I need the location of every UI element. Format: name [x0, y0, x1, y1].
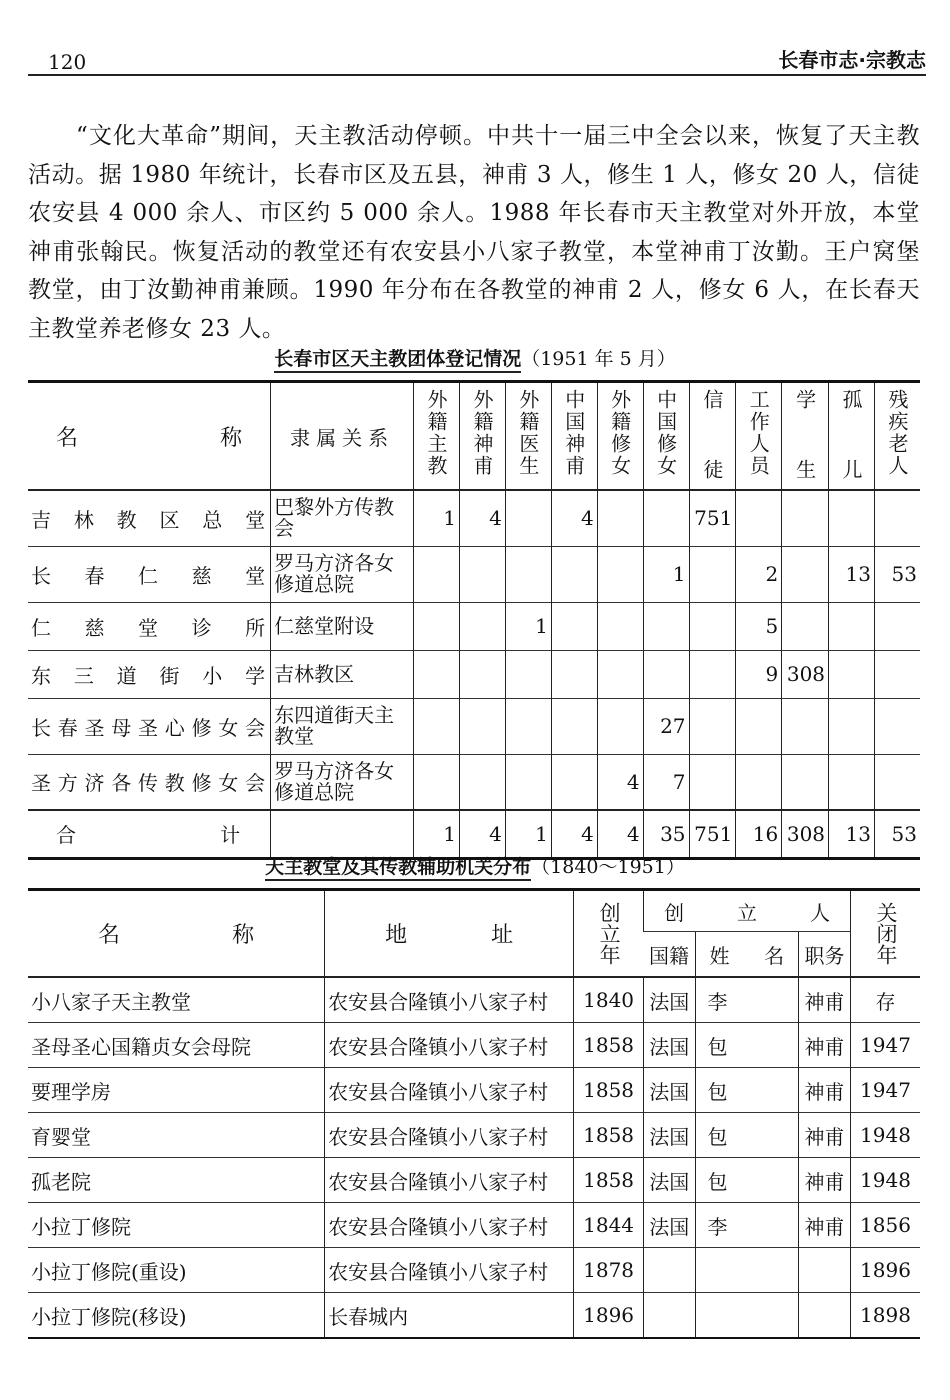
table-row — [28, 650, 920, 698]
header-col-10: 残疾老人 — [874, 382, 920, 491]
count-cell — [782, 490, 829, 546]
founded-year: 1858 — [574, 1113, 644, 1158]
count-cell — [689, 754, 736, 810]
header-rule — [28, 74, 926, 76]
count-cell — [597, 490, 643, 546]
count-cell — [874, 650, 920, 698]
table-row — [28, 1203, 920, 1248]
total-cell: 4 — [459, 810, 505, 858]
institution-name: 小拉丁修院 — [28, 1203, 325, 1248]
count-cell: 4 — [459, 490, 505, 546]
registration-table — [28, 380, 920, 860]
founder-nationality: 法国 — [644, 1113, 695, 1158]
total-cell: 1 — [414, 810, 460, 858]
count-cell — [551, 602, 597, 650]
count-cell — [829, 490, 875, 546]
count-cell: 1 — [505, 602, 551, 650]
founded-year: 1844 — [574, 1203, 644, 1248]
count-cell — [643, 490, 689, 546]
founder-nationality: 法国 — [644, 1203, 695, 1248]
header-position: 职务 — [799, 932, 851, 978]
count-cell — [597, 698, 643, 754]
founder-position: 神甫 — [799, 1158, 851, 1203]
table2-subtitle: （1840～1951） — [531, 856, 685, 878]
count-cell — [829, 698, 875, 754]
count-cell — [551, 546, 597, 602]
header-affiliation: 隶属关系 — [271, 382, 414, 491]
count-cell — [829, 650, 875, 698]
total-label: 合计 — [28, 810, 271, 858]
count-cell: 13 — [829, 546, 875, 602]
total-cell: 13 — [829, 810, 875, 858]
org-name: 长春仁慈堂 — [28, 546, 271, 602]
count-cell: 7 — [643, 754, 689, 810]
org-affiliation: 罗马方济各女修道总院 — [271, 546, 414, 602]
count-cell — [736, 698, 782, 754]
founder-surname — [695, 1248, 799, 1293]
founder-nationality: 法国 — [644, 1068, 695, 1113]
count-cell — [689, 650, 736, 698]
header-col-9: 孤儿 — [829, 382, 875, 491]
count-cell — [505, 490, 551, 546]
count-cell — [689, 602, 736, 650]
founded-year: 1858 — [574, 1158, 644, 1203]
table-row — [28, 698, 920, 754]
closed-year: 1947 — [850, 1068, 920, 1113]
count-cell — [551, 754, 597, 810]
count-cell — [459, 650, 505, 698]
count-cell — [643, 602, 689, 650]
header-name: 名称 — [28, 382, 271, 491]
total-cell: 4 — [551, 810, 597, 858]
header-col-4: 外籍修女 — [597, 382, 643, 491]
count-cell — [414, 546, 460, 602]
founded-year: 1840 — [574, 977, 644, 1023]
count-cell: 5 — [736, 602, 782, 650]
table-row — [28, 602, 920, 650]
institution-name: 育婴堂 — [28, 1113, 325, 1158]
count-cell — [689, 546, 736, 602]
count-cell — [782, 602, 829, 650]
running-title: 长春市志·宗教志 — [778, 48, 926, 72]
page-number: 120 — [48, 50, 87, 74]
total-cell: 53 — [874, 810, 920, 858]
total-cell: 16 — [736, 810, 782, 858]
institution-name: 小八家子天主教堂 — [28, 977, 325, 1023]
institution-address: 农安县合隆镇小八家子村 — [325, 1023, 574, 1068]
count-cell: 2 — [736, 546, 782, 602]
founder-surname — [695, 1293, 799, 1339]
org-affiliation: 仁慈堂附设 — [271, 602, 414, 650]
count-cell: 751 — [689, 490, 736, 546]
founded-year: 1896 — [574, 1293, 644, 1339]
count-cell — [782, 698, 829, 754]
count-cell: 1 — [414, 490, 460, 546]
institution-address: 农安县合隆镇小八家子村 — [325, 1158, 574, 1203]
institution-address: 长春城内 — [325, 1293, 574, 1339]
total-cell: 751 — [689, 810, 736, 858]
table2-caption — [0, 852, 950, 879]
institution-address: 农安县合隆镇小八家子村 — [325, 1248, 574, 1293]
header-closed: 关闭年 — [850, 890, 920, 978]
count-cell: 308 — [782, 650, 829, 698]
header-col-1: 外籍神甫 — [459, 382, 505, 491]
org-name: 长春圣母圣心修女会 — [28, 698, 271, 754]
table-row — [28, 1248, 920, 1293]
count-cell: 53 — [874, 546, 920, 602]
total-cell: 1 — [505, 810, 551, 858]
count-cell: 4 — [551, 490, 597, 546]
institution-address: 农安县合隆镇小八家子村 — [325, 977, 574, 1023]
table-row — [28, 490, 920, 546]
founder-position: 神甫 — [799, 1203, 851, 1248]
header-address: 地址 — [325, 890, 574, 978]
table-row — [28, 1113, 920, 1158]
count-cell — [505, 650, 551, 698]
header-nationality: 国籍 — [644, 932, 695, 978]
founder-surname: 包 — [695, 1113, 799, 1158]
header-col-0: 外籍主教 — [414, 382, 460, 491]
closed-year: 1898 — [850, 1293, 920, 1339]
founder-nationality: 法国 — [644, 1158, 695, 1203]
institution-address: 农安县合隆镇小八家子村 — [325, 1068, 574, 1113]
page-header — [28, 40, 926, 76]
institution-name: 小拉丁修院(移设) — [28, 1293, 325, 1339]
count-cell — [874, 698, 920, 754]
table-row — [28, 546, 920, 602]
count-cell — [782, 754, 829, 810]
count-cell — [736, 490, 782, 546]
org-name: 仁慈堂诊所 — [28, 602, 271, 650]
table-row — [28, 754, 920, 810]
founder-nationality: 法国 — [644, 1023, 695, 1068]
count-cell — [505, 698, 551, 754]
table1-subtitle: （1951 年 5 月） — [521, 348, 676, 370]
count-cell — [643, 650, 689, 698]
org-name: 吉林教区总堂 — [28, 490, 271, 546]
header-col-3: 中国神甫 — [551, 382, 597, 491]
count-cell — [597, 546, 643, 602]
institution-address: 农安县合隆镇小八家子村 — [325, 1203, 574, 1248]
founder-position: 神甫 — [799, 1023, 851, 1068]
church-distribution-table — [28, 888, 920, 1339]
founder-position: 神甫 — [799, 977, 851, 1023]
founder-position — [799, 1293, 851, 1339]
count-cell — [874, 754, 920, 810]
closed-year: 1856 — [850, 1203, 920, 1248]
table1-caption — [0, 344, 950, 371]
closed-year: 存 — [850, 977, 920, 1023]
count-cell — [414, 698, 460, 754]
closed-year: 1896 — [850, 1248, 920, 1293]
founder-surname: 李 — [695, 1203, 799, 1248]
closed-year: 1948 — [850, 1158, 920, 1203]
founded-year: 1878 — [574, 1248, 644, 1293]
founder-nationality — [644, 1293, 695, 1339]
header-surname: 姓名 — [695, 932, 799, 978]
count-cell — [689, 698, 736, 754]
count-cell — [874, 490, 920, 546]
count-cell — [597, 602, 643, 650]
founder-surname: 包 — [695, 1068, 799, 1113]
table-row — [28, 977, 920, 1023]
founder-position: 神甫 — [799, 1068, 851, 1113]
table2-header-row-1 — [28, 890, 920, 932]
count-cell — [459, 754, 505, 810]
founder-nationality: 法国 — [644, 977, 695, 1023]
count-cell — [505, 546, 551, 602]
institution-name: 要理学房 — [28, 1068, 325, 1113]
founded-year: 1858 — [574, 1068, 644, 1113]
header-col-6: 信徒 — [689, 382, 736, 491]
institution-address: 农安县合隆镇小八家子村 — [325, 1113, 574, 1158]
header-founder: 创立人 — [644, 890, 851, 932]
count-cell — [414, 602, 460, 650]
table1-title: 长春市区天主教团体登记情况 — [274, 348, 521, 373]
table1-header-row — [28, 382, 920, 491]
institution-name: 孤老院 — [28, 1158, 325, 1203]
header-founded: 创立年 — [574, 890, 644, 978]
founder-position: 神甫 — [799, 1113, 851, 1158]
founder-nationality — [644, 1248, 695, 1293]
total-affiliation — [271, 810, 414, 858]
count-cell — [459, 546, 505, 602]
founder-surname: 包 — [695, 1158, 799, 1203]
total-cell: 308 — [782, 810, 829, 858]
org-affiliation: 巴黎外方传教会 — [271, 490, 414, 546]
founded-year: 1858 — [574, 1023, 644, 1068]
total-cell: 35 — [643, 810, 689, 858]
org-name: 东三道街小学 — [28, 650, 271, 698]
header-col-2: 外籍医生 — [505, 382, 551, 491]
founder-position — [799, 1248, 851, 1293]
org-affiliation: 罗马方济各女修道总院 — [271, 754, 414, 810]
header-col-8: 学生 — [782, 382, 829, 491]
table-row — [28, 1158, 920, 1203]
count-cell — [874, 602, 920, 650]
header-col-5: 中国修女 — [643, 382, 689, 491]
total-row — [28, 810, 920, 858]
body-paragraph: “文化大革命”期间，天主教活动停顿。中共十一届三中全会以来，恢复了天主教活动。据 1980 年统计，长春市区及五县，神甫 3 人，修生 1 人，修女 20 人，信徒农安县 4 000 余人、市区约 5 000 余人。1988 年长春市天主教堂对外开放，本堂神甫张翰民。恢复活动的教堂还有农安县小八家子教堂，本堂神甫丁汝勤。王户窝堡教堂，由丁汝勤神甫兼顾。1990 年分布在各教堂的神甫 2 人，修女 6 人，在长春天主教堂养老修女 23 人。 — [28, 123, 920, 342]
header-name: 名称 — [28, 890, 325, 978]
founder-surname: 包 — [695, 1023, 799, 1068]
count-cell — [829, 754, 875, 810]
institution-name: 圣母圣心国籍贞女会母院 — [28, 1023, 325, 1068]
count-cell — [736, 754, 782, 810]
count-cell — [782, 546, 829, 602]
institution-name: 小拉丁修院(重设) — [28, 1248, 325, 1293]
closed-year: 1948 — [850, 1113, 920, 1158]
count-cell: 1 — [643, 546, 689, 602]
org-affiliation: 东四道街天主教堂 — [271, 698, 414, 754]
count-cell — [505, 754, 551, 810]
count-cell: 27 — [643, 698, 689, 754]
count-cell — [459, 698, 505, 754]
org-name: 圣方济各传教修女会 — [28, 754, 271, 810]
table-row — [28, 1068, 920, 1113]
org-affiliation: 吉林教区 — [271, 650, 414, 698]
count-cell — [459, 602, 505, 650]
count-cell — [551, 698, 597, 754]
closed-year: 1947 — [850, 1023, 920, 1068]
count-cell — [597, 650, 643, 698]
table-row — [28, 1023, 920, 1068]
table-row — [28, 1293, 920, 1339]
header-col-7: 工作人员 — [736, 382, 782, 491]
count-cell — [551, 650, 597, 698]
count-cell: 9 — [736, 650, 782, 698]
count-cell: 4 — [597, 754, 643, 810]
count-cell — [829, 602, 875, 650]
table2-title: 天主教堂及其传教辅助机关分布 — [265, 856, 531, 881]
count-cell — [414, 650, 460, 698]
count-cell — [414, 754, 460, 810]
founder-surname: 李 — [695, 977, 799, 1023]
total-cell: 4 — [597, 810, 643, 858]
